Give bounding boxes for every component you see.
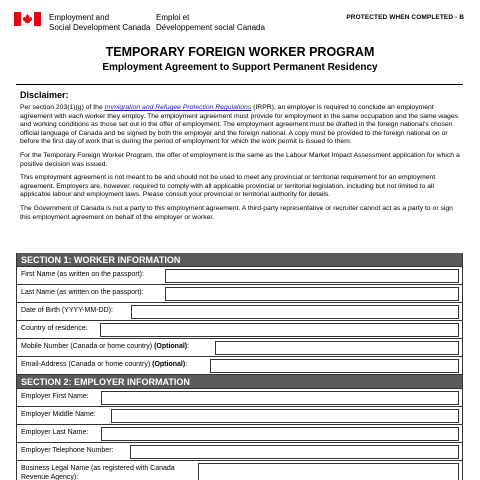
employer-last-name-row [17,425,462,443]
worker-country-input[interactable] [100,323,459,337]
worker-mobile-label: Mobile Number (Canada or home country) (Optional): [21,343,190,350]
business-legal-name-row [17,461,462,480]
employer-last-name-input[interactable] [101,427,459,441]
employer-last-name-label: Employer Last Name: [21,429,89,436]
page-subtitle: Employment Agreement to Support Permanent Residency [102,62,378,73]
irpr-link[interactable]: Immigration and Refugee Protection Regulations [104,104,252,111]
employer-first-name-label: Employer First Name: [21,393,89,400]
worker-mobile-input[interactable] [215,341,459,355]
worker-dob-label: Date of Birth (YYYY-MM-DD): [21,307,113,314]
worker-mobile-row [17,339,462,357]
worker-first-name-input[interactable] [165,269,459,283]
worker-email-input[interactable] [210,359,459,373]
header-divider [16,84,463,85]
agreement-form [16,253,463,480]
disclaimer-paragraph-3: This employment agreement is not meant to be and should not be used to meet any provincial or territorial requirement for an employment agreement. Employers are, however, required to comply with all applicable provincial or territorial legislation, including but not limited to all applicable labour and employment laws. Please consult your provincial or territorial authority for details. [20,174,436,199]
section-2-heading: SECTION 2: EMPLOYER INFORMATION [17,375,462,389]
employer-first-name-row [17,389,462,407]
worker-email-row [17,357,462,375]
disclaimer-heading: Disclaimer: [20,90,69,100]
disclaimer-paragraph-4: The Government of Canada is not a party to this employment agreement. A third-party representative or recruiter cannot act as a party to or sign this employment agreement on behalf of the employer or worker. [20,204,453,221]
page-title: TEMPORARY FOREIGN WORKER PROGRAM [105,45,375,59]
worker-dob-input[interactable] [131,305,459,319]
worker-email-label: Email-Address (Canada or home country) (Optional): [21,361,188,368]
business-legal-name-input[interactable] [198,463,459,480]
employer-middle-name-label: Employer Middle Name: [21,411,96,418]
employer-middle-name-row [17,407,462,425]
worker-last-name-input[interactable] [165,287,459,301]
protected-label: PROTECTED WHEN COMPLETED - B [346,14,464,21]
worker-last-name-label: Last Name (as written on the passport): [21,289,144,296]
department-name-french: Emploi et Développement social Canada [156,13,265,32]
page-header [0,0,480,40]
business-legal-name-label: Business Legal Name (as registered with Canada Revenue Agency): [21,465,175,480]
employer-phone-input[interactable] [130,445,459,459]
department-name-english: Employment and Social Development Canada [49,13,151,32]
worker-country-label: Country of residence: [21,325,88,332]
worker-dob-row [17,303,462,321]
canada-flag-icon [14,12,41,26]
employer-phone-row [17,443,462,461]
worker-first-name-label: First Name (as written on the passport): [21,271,144,278]
disclaimer-block [20,90,462,227]
employer-middle-name-input[interactable] [111,409,459,423]
employer-first-name-input[interactable] [101,391,459,405]
disclaimer-paragraph-1: Per section 203(1)(g) of the Immigration and Refugee Protection Regulations (IRPR), an employer is required to conclude an employment agreement with each worker they employ. The employment agreement must provide for employment in the same occupation and the same wages and working conditions as those set out in the offer of employment. The employment agreement must be drafted in the foreign national's chosen official language of Canada and be signed by both the employer and the foreign national. A copy must be provided to the foreign national on or before the first day of work that is during the period of employment for which the work permit is issued to them. [20,104,458,146]
worker-country-row [17,321,462,339]
disclaimer-paragraph-2: For the Temporary Foreign Worker Program, the offer of employment is the same as the Labour Market Impact Assessment application for which a positive decision was issued. [20,151,460,168]
employer-phone-label: Employer Telephone Number: [21,447,114,454]
worker-last-name-row [17,285,462,303]
worker-first-name-row [17,267,462,285]
section-1-heading: SECTION 1: WORKER INFORMATION [17,253,462,267]
